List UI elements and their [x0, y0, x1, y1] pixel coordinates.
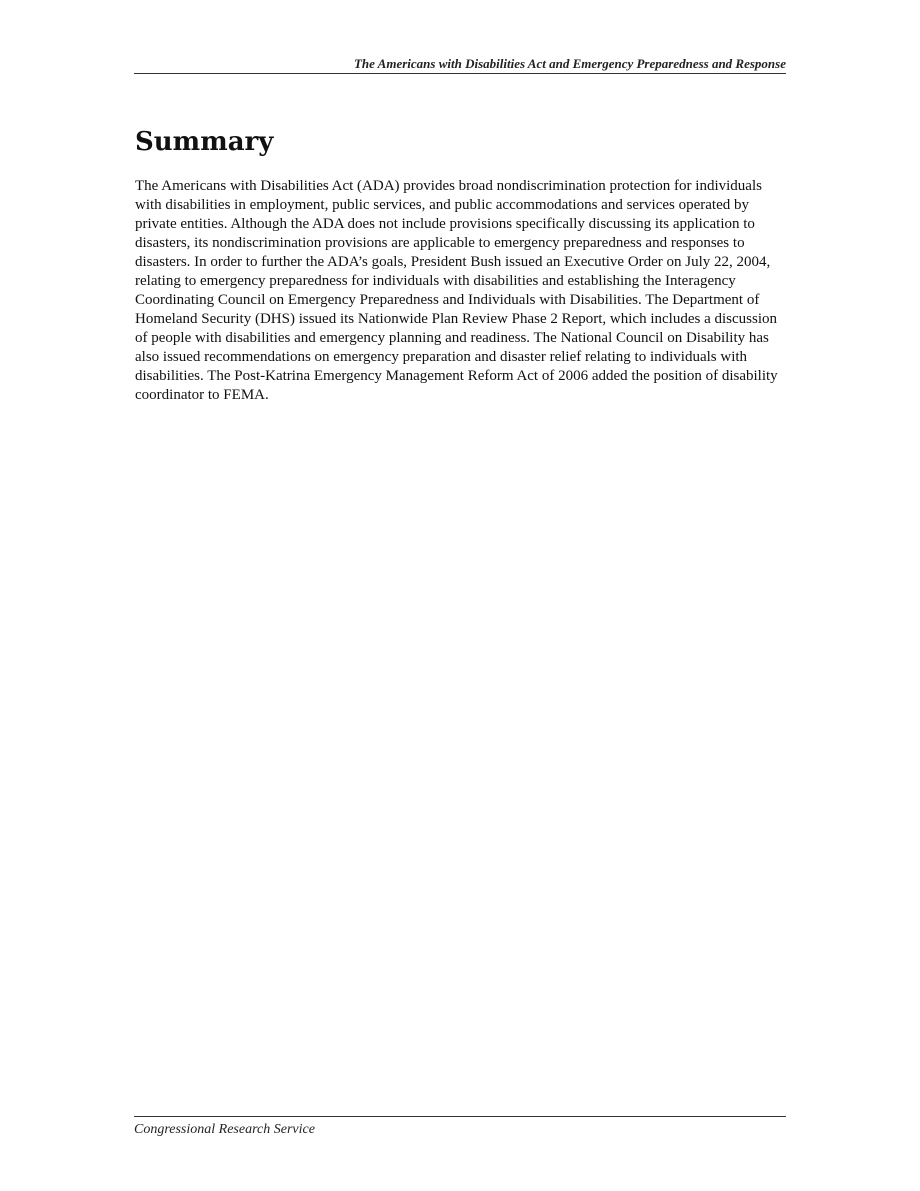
running-header — [134, 55, 786, 74]
running-header-title: The Americans with Disabilities Act and Emergency Preparedness and Response — [353, 56, 786, 71]
section-title: Summary — [135, 127, 274, 157]
footer-organization: Congressional Research Service — [134, 1122, 315, 1137]
summary-paragraph: The Americans with Disabilities Act (ADA) provides broad nondiscrimination protection for individuals with disabilities in employment, public services, and public accommodations and services operated by private entities. Although the ADA does not include provisions specifically discussing its application to disasters, its nondiscrimination provisions are applicable to emergency preparedness and responses to disasters. In order to further the ADA’s goals, President Bush issued an Executive Order on July 22, 2004, relating to emergency preparedness for individuals with disabilities and establishing the Interagency Coordinating Council on Emergency Preparedness and Individuals with Disabilities. The Department of Homeland Security (DHS) issued its Nationwide Plan Review Phase 2 Report, which includes a discussion of people with disabilities and emergency planning and readiness. The National Council on Disability has also issued recommendations on emergency preparation and disaster relief relating to individuals with disabilities. The Post-Katrina Emergency Management Reform Act of 2006 added the position of disability coordinator to FEMA. — [135, 178, 778, 403]
page-footer — [134, 1116, 786, 1139]
